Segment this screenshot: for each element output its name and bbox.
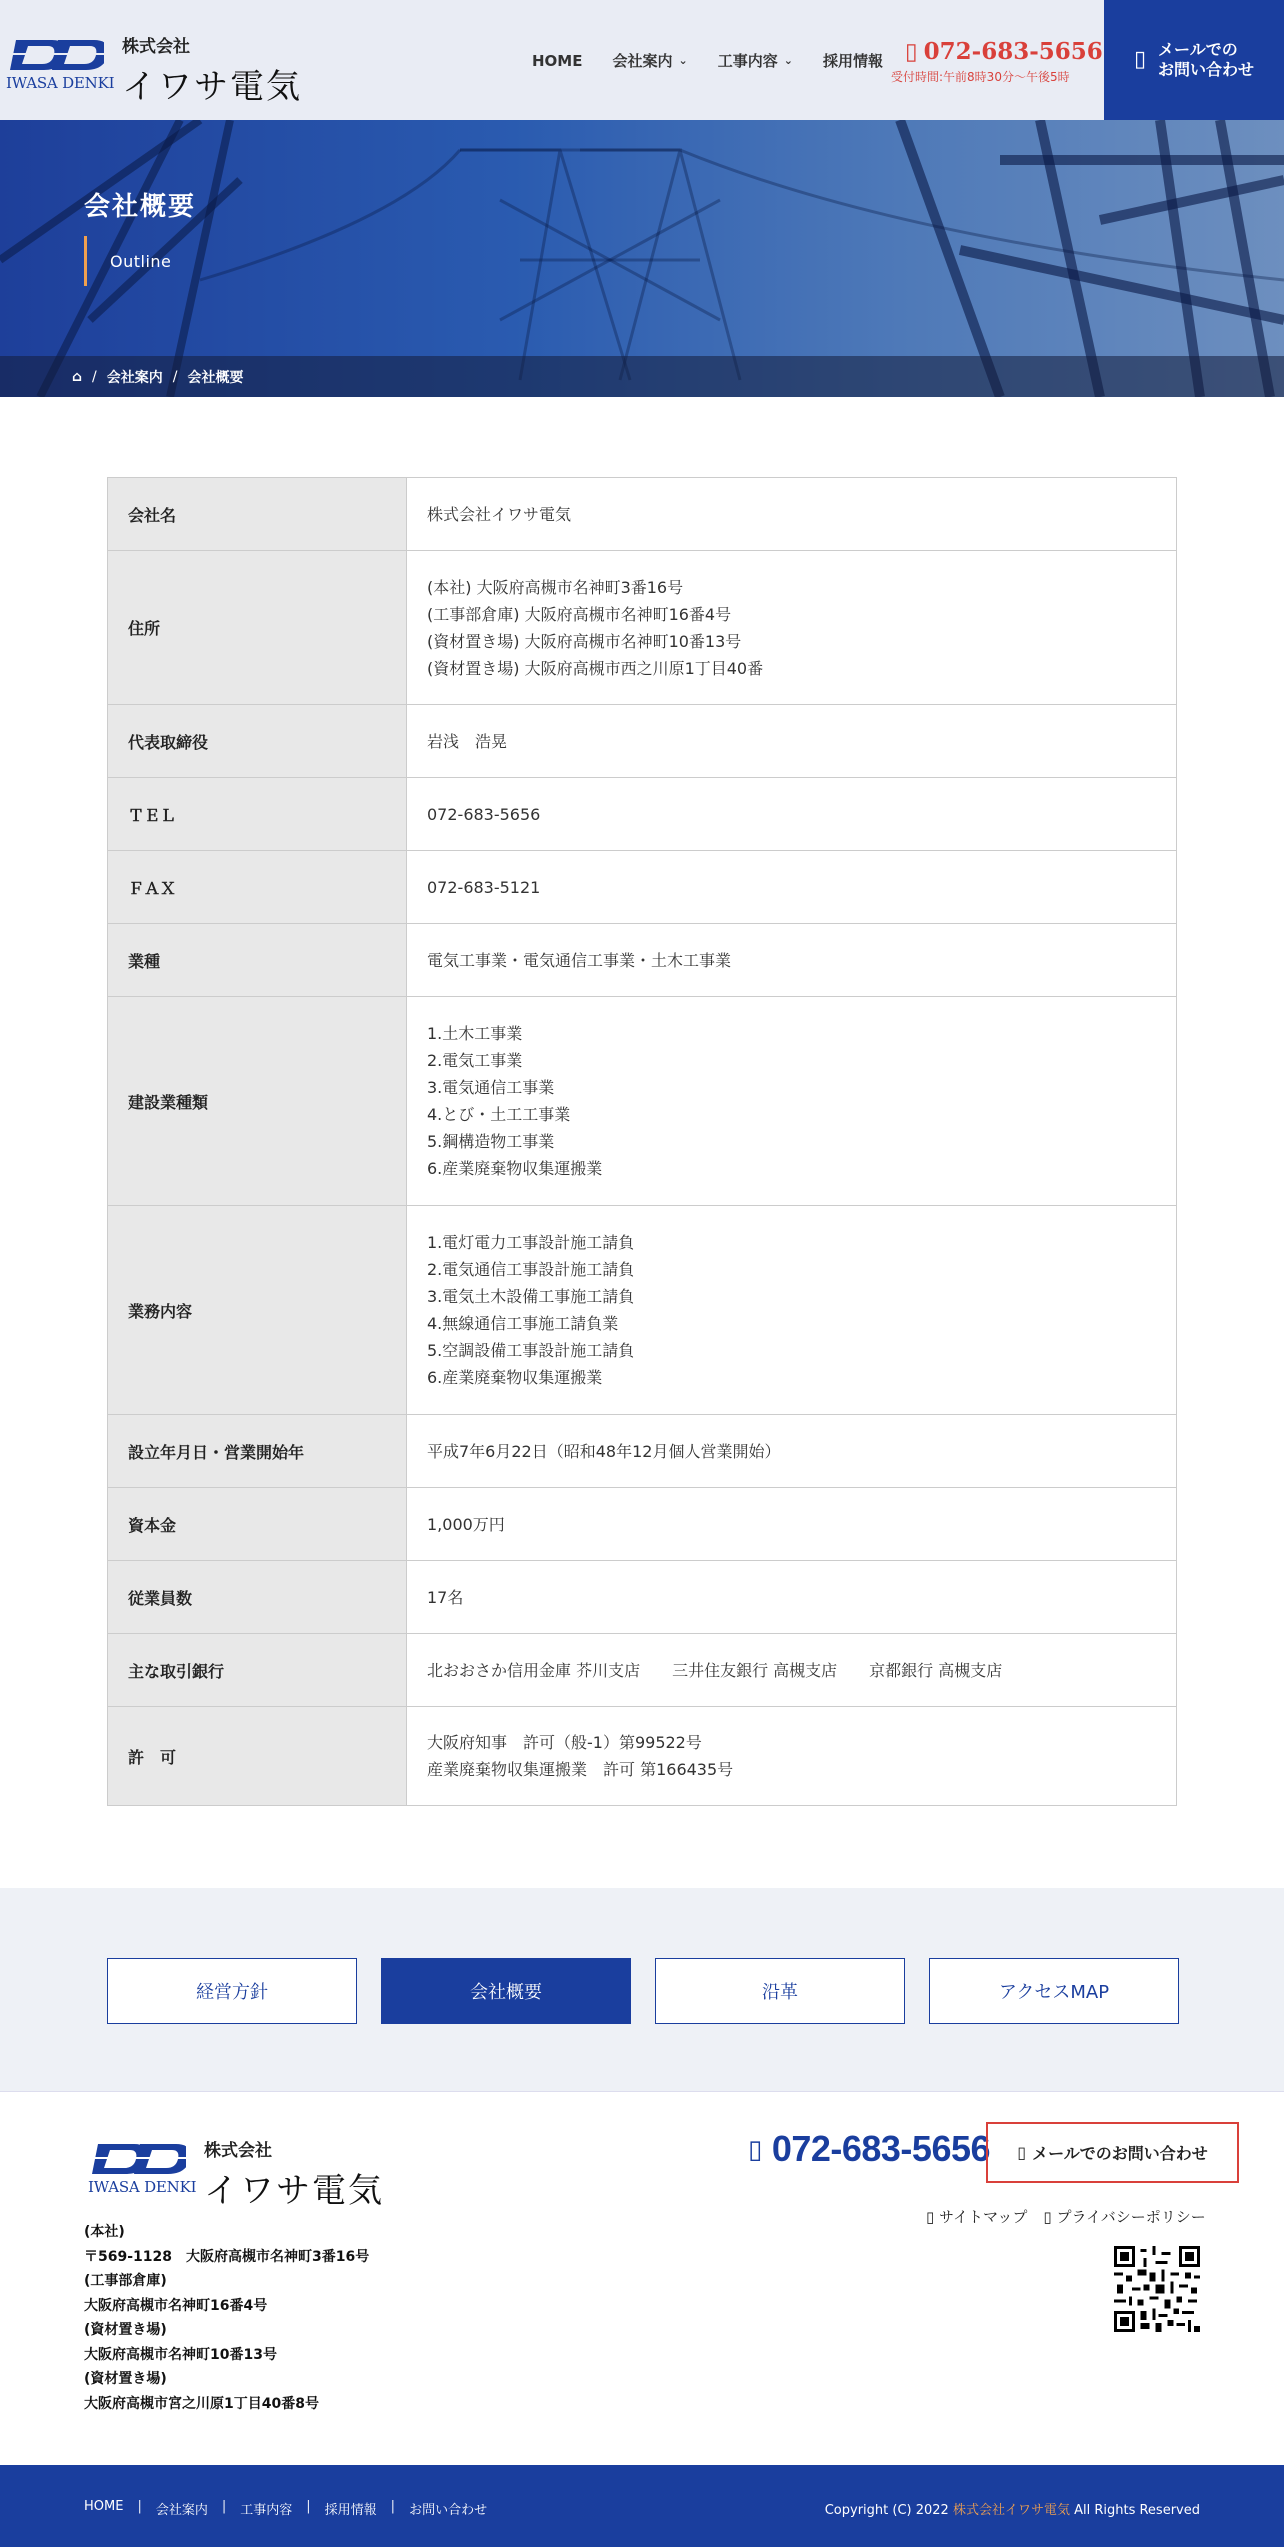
footer-nav-contact[interactable]: お問い合わせ: [409, 2503, 488, 2518]
table-value-line: 大阪府知事 許可（般-1）第99522号: [427, 1733, 702, 1752]
table-value-line: 岩浅 浩晃: [427, 731, 508, 751]
table-value-line: 1.土木工事業: [427, 1024, 523, 1043]
address-line: 〒569-1128 大阪府高槻市名神町3番16号: [84, 2248, 370, 2265]
copyright-suffix: All Rights Reserved: [1069, 2503, 1200, 2518]
footer-nav-recruit[interactable]: 採用情報: [324, 2503, 377, 2518]
table-value-line: 4.とび・土工工事業: [427, 1105, 571, 1124]
address-line: 大阪府高槻市名神町16番4号: [84, 2297, 268, 2314]
table-value: [407, 1707, 1177, 1806]
table-value-line: (資材置き場) 大阪府高槻市西之川原1丁目40番: [427, 658, 764, 678]
table-row: [108, 851, 1177, 924]
table-value: [407, 478, 1177, 551]
subnav-policy-button[interactable]: 経営方針: [107, 1958, 357, 2024]
header-phone-link[interactable]: [905, 38, 1103, 65]
address-line: (工事部倉庫): [84, 2273, 167, 2289]
footer-phone-number: 072-683-5656: [771, 2128, 991, 2169]
footer-nav-separator: |: [221, 2499, 227, 2514]
table-value-line: 電気工事業・電気通信工事業・土木工事業: [427, 950, 732, 970]
copyright: [825, 2499, 1200, 2518]
table-key: 従業員数: [108, 1561, 407, 1634]
table-key: 会社名: [108, 478, 407, 551]
subnav-history-button[interactable]: 沿革: [655, 1958, 905, 2024]
logo-mark: [6, 28, 115, 93]
mail-icon: ▯: [1133, 47, 1147, 73]
table-row: [108, 478, 1177, 551]
table-row: [108, 1707, 1177, 1806]
chevron-down-icon: ⌄: [783, 54, 793, 67]
table-value-line: 072-683-5656: [427, 804, 541, 824]
table-value: [407, 1415, 1177, 1488]
table-row: [108, 924, 1177, 997]
table-value: [407, 705, 1177, 778]
table-value-line: 株式会社イワサ電気: [427, 504, 572, 524]
table-key: ＦＡＸ: [108, 851, 407, 924]
address-line: (資材置き場): [84, 2371, 167, 2387]
table-value-line: (資材置き場) 大阪府高槻市名神町10番13号: [427, 631, 742, 651]
table-value: [407, 1561, 1177, 1634]
footer-mail-button[interactable]: [986, 2122, 1239, 2183]
table-value-line: 5.空調設備工事設計施工請負: [427, 1341, 635, 1360]
company-subnav-section: [0, 1888, 1284, 2091]
table-key: 代表取締役: [108, 705, 407, 778]
nav-home-label: HOME: [532, 51, 583, 70]
table-value: [407, 851, 1177, 924]
qr-code-icon: [1114, 2246, 1200, 2332]
table-key: 業種: [108, 924, 407, 997]
footer-phone-link[interactable]: [748, 2128, 990, 2170]
privacy-link[interactable]: [1043, 2206, 1205, 2227]
table-row: [108, 1415, 1177, 1488]
table-value-line: 4.無線通信工事施工請負業: [427, 1314, 619, 1333]
link-icon: ▯: [1043, 2208, 1052, 2226]
table-value-line: 2.電気工事業: [427, 1051, 523, 1070]
header-phone-hours: 受付時間:午前8時30分～午後5時: [891, 70, 1070, 84]
footer-logo-name: イワサ電気: [204, 2171, 384, 2211]
sitemap-link-label: サイトマップ: [939, 2208, 1028, 2226]
table-key: 設立年月日・営業開始年: [108, 1415, 407, 1488]
phone-icon: ▯: [905, 38, 918, 65]
company-outline-table: [107, 477, 1177, 1806]
table-row: [108, 551, 1177, 705]
table-key: ＴＥＬ: [108, 778, 407, 851]
chevron-down-icon: ⌄: [678, 54, 688, 67]
table-value: [407, 1634, 1177, 1707]
table-row: [108, 1634, 1177, 1707]
header-mail-button[interactable]: [1104, 0, 1284, 120]
table-row: [108, 705, 1177, 778]
address-line: (資材置き場): [84, 2322, 167, 2338]
breadcrumb-company[interactable]: 会社案内: [106, 369, 163, 386]
table-key: 許 可: [108, 1707, 407, 1806]
site-logo[interactable]: [6, 28, 302, 108]
nav-company-label: 会社案内: [612, 52, 673, 70]
global-nav: [532, 50, 913, 71]
footer-nav-separator: |: [137, 2499, 142, 2514]
footer-logo-prefix: 株式会社: [204, 2141, 272, 2161]
breadcrumb: [0, 356, 1284, 397]
table-row: [108, 778, 1177, 851]
table-row: [108, 997, 1177, 1206]
table-value-line: 3.電気土木設備工事施工請負: [427, 1287, 635, 1306]
page-subtitle: Outline: [110, 252, 172, 271]
nav-works-label: 工事内容: [717, 52, 778, 70]
table-value-line: 1.電灯電力工事設計施工請負: [427, 1233, 635, 1252]
footer-nav-home[interactable]: HOME: [84, 2499, 124, 2514]
table-value: [407, 997, 1177, 1206]
footer-logo-english: IWASA DENKI: [88, 2178, 197, 2196]
footer-nav: [84, 2499, 487, 2518]
nav-recruit[interactable]: [823, 50, 883, 71]
copyright-prefix: Copyright (C) 2022: [824, 2503, 953, 2518]
table-value-line: 6.産業廃棄物収集運搬業: [427, 1159, 603, 1178]
table-value-line: 17名: [427, 1587, 464, 1607]
table-key: 業務内容: [108, 1206, 407, 1415]
mail-label-line2: お問い合わせ: [1158, 60, 1255, 79]
site-header: [0, 0, 1284, 120]
table-value-line: 平成7年6月22日（昭和48年12月個人営業開始）: [427, 1441, 781, 1461]
phone-icon: ▯: [748, 2133, 762, 2164]
address-line: 大阪府高槻市名神町10番13号: [84, 2346, 277, 2363]
footer-logo[interactable]: [88, 2132, 384, 2212]
subnav-outline-button[interactable]: 会社概要: [381, 1958, 631, 2024]
table-value-line: 072-683-5121: [427, 877, 541, 897]
header-phone-number: 072-683-5656: [923, 38, 1103, 65]
table-value-line: 産業廃棄物収集運搬業 許可 第166435号: [427, 1760, 734, 1779]
mail-icon: ▯: [1017, 2143, 1027, 2162]
table-row: [108, 1561, 1177, 1634]
table-value-line: 北おおさか信用金庫 芥川支店 三井住友銀行 高槻支店 京都銀行 高槻支店: [427, 1660, 1003, 1680]
table-value: [407, 924, 1177, 997]
table-value-line: 2.電気通信工事設計施工請負: [427, 1260, 635, 1279]
page-hero: [0, 120, 1284, 397]
subnav-access-button[interactable]: アクセスMAP: [929, 1958, 1179, 2024]
nav-recruit-label: 採用情報: [822, 52, 883, 70]
table-key: 資本金: [108, 1488, 407, 1561]
table-value: [407, 551, 1177, 705]
copyright-company: 株式会社イワサ電気: [952, 2503, 1070, 2518]
table-key: 主な取引銀行: [108, 1634, 407, 1707]
table-value: [407, 1206, 1177, 1415]
table-key: 建設業種類: [108, 997, 407, 1206]
breadcrumb-current: 会社概要: [187, 369, 244, 386]
table-value-line: 3.電気通信工事業: [427, 1078, 555, 1097]
privacy-link-label: プライバシーポリシー: [1056, 2208, 1206, 2226]
mail-label-line1: メールでの: [1158, 40, 1238, 59]
footer-links: [926, 2206, 1206, 2227]
table-value-line: 5.鋼構造物工事業: [427, 1132, 555, 1151]
breadcrumb-separator: /: [92, 368, 97, 385]
table-row: [108, 1206, 1177, 1415]
table-value-line: 6.産業廃棄物収集運搬業: [427, 1368, 603, 1387]
nav-works[interactable]: [718, 50, 793, 71]
footer-nav-works[interactable]: 工事内容: [240, 2503, 293, 2518]
footer-mail-label: メールでのお問い合わせ: [1032, 2144, 1208, 2163]
logo-company-prefix: 株式会社: [122, 37, 190, 57]
footer-bottom-bar: [0, 2465, 1284, 2547]
logo-mark: [88, 2132, 197, 2197]
footer-nav-separator: |: [306, 2499, 311, 2514]
home-icon[interactable]: ⌂: [72, 368, 83, 385]
footer-nav-company[interactable]: 会社案内: [155, 2503, 208, 2518]
link-icon: ▯: [926, 2208, 935, 2226]
table-value: [407, 778, 1177, 851]
page-title: 会社概要: [84, 192, 197, 222]
footer-address: [84, 2220, 369, 2416]
company-subnav: [107, 1958, 1179, 2024]
table-value-line: (本社) 大阪府高槻市名神町3番16号: [427, 577, 684, 597]
table-value-line: 1,000万円: [427, 1514, 505, 1534]
logo-emblem-icon: [8, 36, 104, 72]
address-line: (本社): [84, 2224, 125, 2240]
site-footer: [0, 2091, 1284, 2465]
table-key: 住所: [108, 551, 407, 705]
footer-nav-separator: |: [390, 2499, 396, 2514]
hero-accent-bar: [84, 236, 87, 286]
logo-company-name: イワサ電気: [122, 67, 302, 107]
table-value: [407, 1488, 1177, 1561]
sitemap-link[interactable]: [926, 2206, 1027, 2227]
table-row: [108, 1488, 1177, 1561]
table-value-line: (工事部倉庫) 大阪府高槻市名神町16番4号: [427, 604, 732, 624]
address-line: 大阪府高槻市宮之川原1丁目40番8号: [84, 2395, 319, 2412]
nav-company[interactable]: [612, 50, 687, 71]
breadcrumb-separator: /: [172, 368, 178, 385]
nav-home[interactable]: [532, 50, 582, 71]
logo-english: IWASA DENKI: [6, 74, 115, 92]
logo-emblem-icon: [90, 2140, 186, 2176]
